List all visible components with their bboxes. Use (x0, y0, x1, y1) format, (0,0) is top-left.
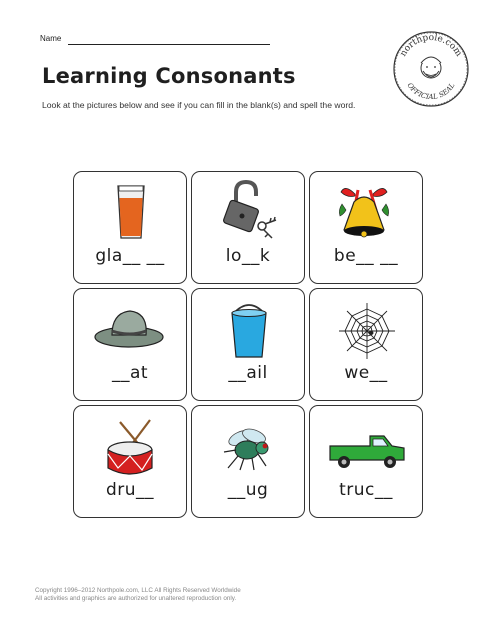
word-label: be__ __ (333, 246, 399, 266)
copyright-notice (35, 587, 241, 603)
padlock-icon (192, 178, 306, 244)
word-card-hat (73, 288, 187, 401)
word-card-lock (191, 171, 305, 284)
word-label: lo__k (225, 246, 271, 266)
copyright-line: Copyright 1996–2012 Northpole.com, LLC All Rights Reserved Worldwide (35, 587, 241, 594)
northpole-seal-icon (392, 30, 470, 108)
drum-icon (74, 412, 188, 478)
instructions: Look at the pictures below and see if you can fill in the blank(s) and spell the word. (42, 100, 356, 110)
pail-icon (192, 295, 306, 361)
word-card-bug (191, 405, 305, 518)
word-card-drum (73, 405, 187, 518)
glass-of-juice-icon (74, 178, 188, 244)
spider-web-icon (310, 295, 424, 361)
svg-text:OFFICIAL SEAL: OFFICIAL SEAL (405, 81, 457, 102)
word-card-grid (73, 171, 423, 519)
name-label: Name (40, 34, 62, 43)
word-card-truck (309, 405, 423, 518)
word-label: __ail (228, 363, 268, 383)
word-label: __at (111, 363, 149, 383)
name-line[interactable] (68, 44, 270, 45)
bell-icon (310, 178, 424, 244)
word-label: truc__ (339, 480, 393, 500)
word-card-bell (309, 171, 423, 284)
word-card-glass (73, 171, 187, 284)
word-card-pail (191, 288, 305, 401)
page-title: Learning Consonants (42, 64, 296, 88)
copyright-line: All activities and graphics are authorized for unaltered reproduction only. (35, 595, 237, 602)
hat-icon (74, 295, 188, 361)
word-label: dru__ (105, 480, 155, 500)
bug-icon (192, 412, 306, 478)
word-label: __ug (227, 480, 269, 500)
word-label: we__ (344, 363, 388, 383)
word-label: gla__ __ (95, 246, 165, 266)
word-card-web (309, 288, 423, 401)
svg-text:northpole.com: northpole.com (398, 32, 464, 59)
truck-icon (310, 412, 424, 478)
